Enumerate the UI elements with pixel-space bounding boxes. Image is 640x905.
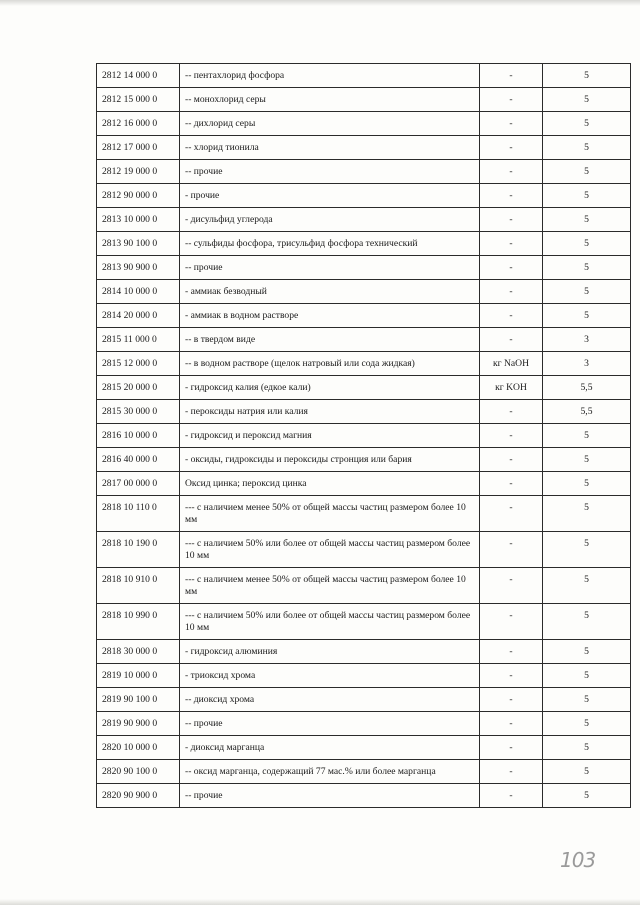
description-cell: -- прочие [180, 160, 480, 184]
description-cell: - дисульфид углерода [180, 208, 480, 232]
table-row [97, 136, 631, 160]
unit-cell: кг KOH [480, 376, 543, 400]
rate-cell: 5 [543, 760, 631, 784]
code-cell: 2815 12 000 0 [97, 352, 180, 376]
code-cell: 2818 10 990 0 [97, 604, 180, 640]
unit-cell: - [480, 736, 543, 760]
unit-cell: - [480, 232, 543, 256]
description-cell: - гидроксид алюминия [180, 640, 480, 664]
code-cell: 2812 16 000 0 [97, 112, 180, 136]
unit-cell: - [480, 604, 543, 640]
unit-cell: - [480, 280, 543, 304]
unit-cell: - [480, 424, 543, 448]
rate-cell: 5 [543, 184, 631, 208]
description-cell: -- в водном растворе (щелок натровый или сода жидкая) [180, 352, 480, 376]
unit-cell: - [480, 136, 543, 160]
table-row [97, 712, 631, 736]
rate-cell: 5 [543, 256, 631, 280]
code-cell: 2815 11 000 0 [97, 328, 180, 352]
scan-edge-top [0, 0, 640, 6]
code-cell: 2813 90 100 0 [97, 232, 180, 256]
table-row [97, 280, 631, 304]
description-cell: --- с наличием менее 50% от общей массы частиц размером более 10 мм [180, 496, 480, 532]
unit-cell: - [480, 532, 543, 568]
table-row [97, 400, 631, 424]
rate-cell: 5 [543, 640, 631, 664]
code-cell: 2819 10 000 0 [97, 664, 180, 688]
unit-cell: - [480, 448, 543, 472]
rate-cell: 5 [543, 424, 631, 448]
unit-cell: - [480, 328, 543, 352]
rate-cell: 5 [543, 448, 631, 472]
scan-edge-bottom [0, 899, 640, 905]
unit-cell: кг NaOH [480, 352, 543, 376]
rate-cell: 5 [543, 304, 631, 328]
page-number: 103 [560, 848, 596, 872]
rate-cell: 5 [543, 712, 631, 736]
rate-cell: 5,5 [543, 376, 631, 400]
unit-cell: - [480, 784, 543, 808]
code-cell: 2812 90 000 0 [97, 184, 180, 208]
table-row [97, 352, 631, 376]
table-row [97, 604, 631, 640]
rate-cell: 5 [543, 64, 631, 88]
unit-cell: - [480, 496, 543, 532]
unit-cell: - [480, 304, 543, 328]
rate-cell: 5 [543, 736, 631, 760]
table-row [97, 448, 631, 472]
description-cell: - оксиды, гидроксиды и пероксиды стронция или бария [180, 448, 480, 472]
description-cell: --- с наличием 50% или более от общей массы частиц размером более 10 мм [180, 604, 480, 640]
rate-cell: 5 [543, 784, 631, 808]
unit-cell: - [480, 688, 543, 712]
code-cell: 2819 90 100 0 [97, 688, 180, 712]
unit-cell: - [480, 664, 543, 688]
table-row [97, 568, 631, 604]
rate-cell: 5 [543, 160, 631, 184]
code-cell: 2816 40 000 0 [97, 448, 180, 472]
description-cell: - триоксид хрома [180, 664, 480, 688]
code-cell: 2815 30 000 0 [97, 400, 180, 424]
description-cell: - гидроксид и пероксид магния [180, 424, 480, 448]
code-cell: 2819 90 900 0 [97, 712, 180, 736]
unit-cell: - [480, 472, 543, 496]
table-row [97, 736, 631, 760]
description-cell: -- оксид марганца, содержащий 77 мас.% или более марганца [180, 760, 480, 784]
rate-cell: 5 [543, 664, 631, 688]
code-cell: 2814 20 000 0 [97, 304, 180, 328]
description-cell: Оксид цинка; пероксид цинка [180, 472, 480, 496]
code-cell: 2815 20 000 0 [97, 376, 180, 400]
code-cell: 2818 30 000 0 [97, 640, 180, 664]
rate-cell: 5 [543, 112, 631, 136]
description-cell: -- прочие [180, 712, 480, 736]
rate-cell: 5 [543, 280, 631, 304]
table-row [97, 784, 631, 808]
rate-cell: 5 [543, 496, 631, 532]
table-row [97, 112, 631, 136]
code-cell: 2813 90 900 0 [97, 256, 180, 280]
unit-cell: - [480, 208, 543, 232]
rate-cell: 3 [543, 328, 631, 352]
code-cell: 2818 10 110 0 [97, 496, 180, 532]
tariff-table-body [97, 64, 631, 808]
code-cell: 2820 90 100 0 [97, 760, 180, 784]
description-cell: - гидроксид калия (едкое кали) [180, 376, 480, 400]
description-cell: -- сульфиды фосфора, трисульфид фосфора технический [180, 232, 480, 256]
code-cell: 2814 10 000 0 [97, 280, 180, 304]
description-cell: - прочие [180, 184, 480, 208]
rate-cell: 5 [543, 604, 631, 640]
code-cell: 2813 10 000 0 [97, 208, 180, 232]
unit-cell: - [480, 256, 543, 280]
code-cell: 2812 14 000 0 [97, 64, 180, 88]
rate-cell: 5,5 [543, 400, 631, 424]
unit-cell: - [480, 640, 543, 664]
tariff-table [96, 63, 631, 808]
rate-cell: 5 [543, 136, 631, 160]
description-cell: -- прочие [180, 256, 480, 280]
description-cell: -- дихлорид серы [180, 112, 480, 136]
table-row [97, 688, 631, 712]
unit-cell: - [480, 568, 543, 604]
description-cell: - аммиак безводный [180, 280, 480, 304]
unit-cell: - [480, 88, 543, 112]
description-cell: -- хлорид тионила [180, 136, 480, 160]
code-cell: 2812 19 000 0 [97, 160, 180, 184]
table-row [97, 664, 631, 688]
description-cell: --- с наличием 50% или более от общей массы частиц размером более 10 мм [180, 532, 480, 568]
description-cell: - аммиак в водном растворе [180, 304, 480, 328]
table-row [97, 160, 631, 184]
description-cell: -- пентахлорид фосфора [180, 64, 480, 88]
table-row [97, 424, 631, 448]
description-cell: --- с наличием менее 50% от общей массы частиц размером более 10 мм [180, 568, 480, 604]
table-row [97, 640, 631, 664]
code-cell: 2816 10 000 0 [97, 424, 180, 448]
code-cell: 2820 90 900 0 [97, 784, 180, 808]
description-cell: -- прочие [180, 784, 480, 808]
rate-cell: 5 [543, 232, 631, 256]
rate-cell: 3 [543, 352, 631, 376]
description-cell: -- в твердом виде [180, 328, 480, 352]
unit-cell: - [480, 184, 543, 208]
table-row [97, 472, 631, 496]
table-row [97, 328, 631, 352]
table-row [97, 88, 631, 112]
rate-cell: 5 [543, 688, 631, 712]
table-row [97, 208, 631, 232]
code-cell: 2818 10 910 0 [97, 568, 180, 604]
unit-cell: - [480, 712, 543, 736]
rate-cell: 5 [543, 532, 631, 568]
code-cell: 2817 00 000 0 [97, 472, 180, 496]
description-cell: -- диоксид хрома [180, 688, 480, 712]
unit-cell: - [480, 760, 543, 784]
rate-cell: 5 [543, 208, 631, 232]
rate-cell: 5 [543, 568, 631, 604]
unit-cell: - [480, 112, 543, 136]
table-row [97, 760, 631, 784]
unit-cell: - [480, 400, 543, 424]
code-cell: 2820 10 000 0 [97, 736, 180, 760]
description-cell: - диоксид марганца [180, 736, 480, 760]
rate-cell: 5 [543, 88, 631, 112]
description-cell: -- монохлорид серы [180, 88, 480, 112]
table-row [97, 64, 631, 88]
code-cell: 2812 15 000 0 [97, 88, 180, 112]
rate-cell: 5 [543, 472, 631, 496]
table-row [97, 376, 631, 400]
table-row [97, 496, 631, 532]
code-cell: 2812 17 000 0 [97, 136, 180, 160]
table-row [97, 256, 631, 280]
description-cell: - пероксиды натрия или калия [180, 400, 480, 424]
table-row [97, 232, 631, 256]
code-cell: 2818 10 190 0 [97, 532, 180, 568]
table-row [97, 184, 631, 208]
unit-cell: - [480, 160, 543, 184]
table-row [97, 304, 631, 328]
unit-cell: - [480, 64, 543, 88]
table-row [97, 532, 631, 568]
